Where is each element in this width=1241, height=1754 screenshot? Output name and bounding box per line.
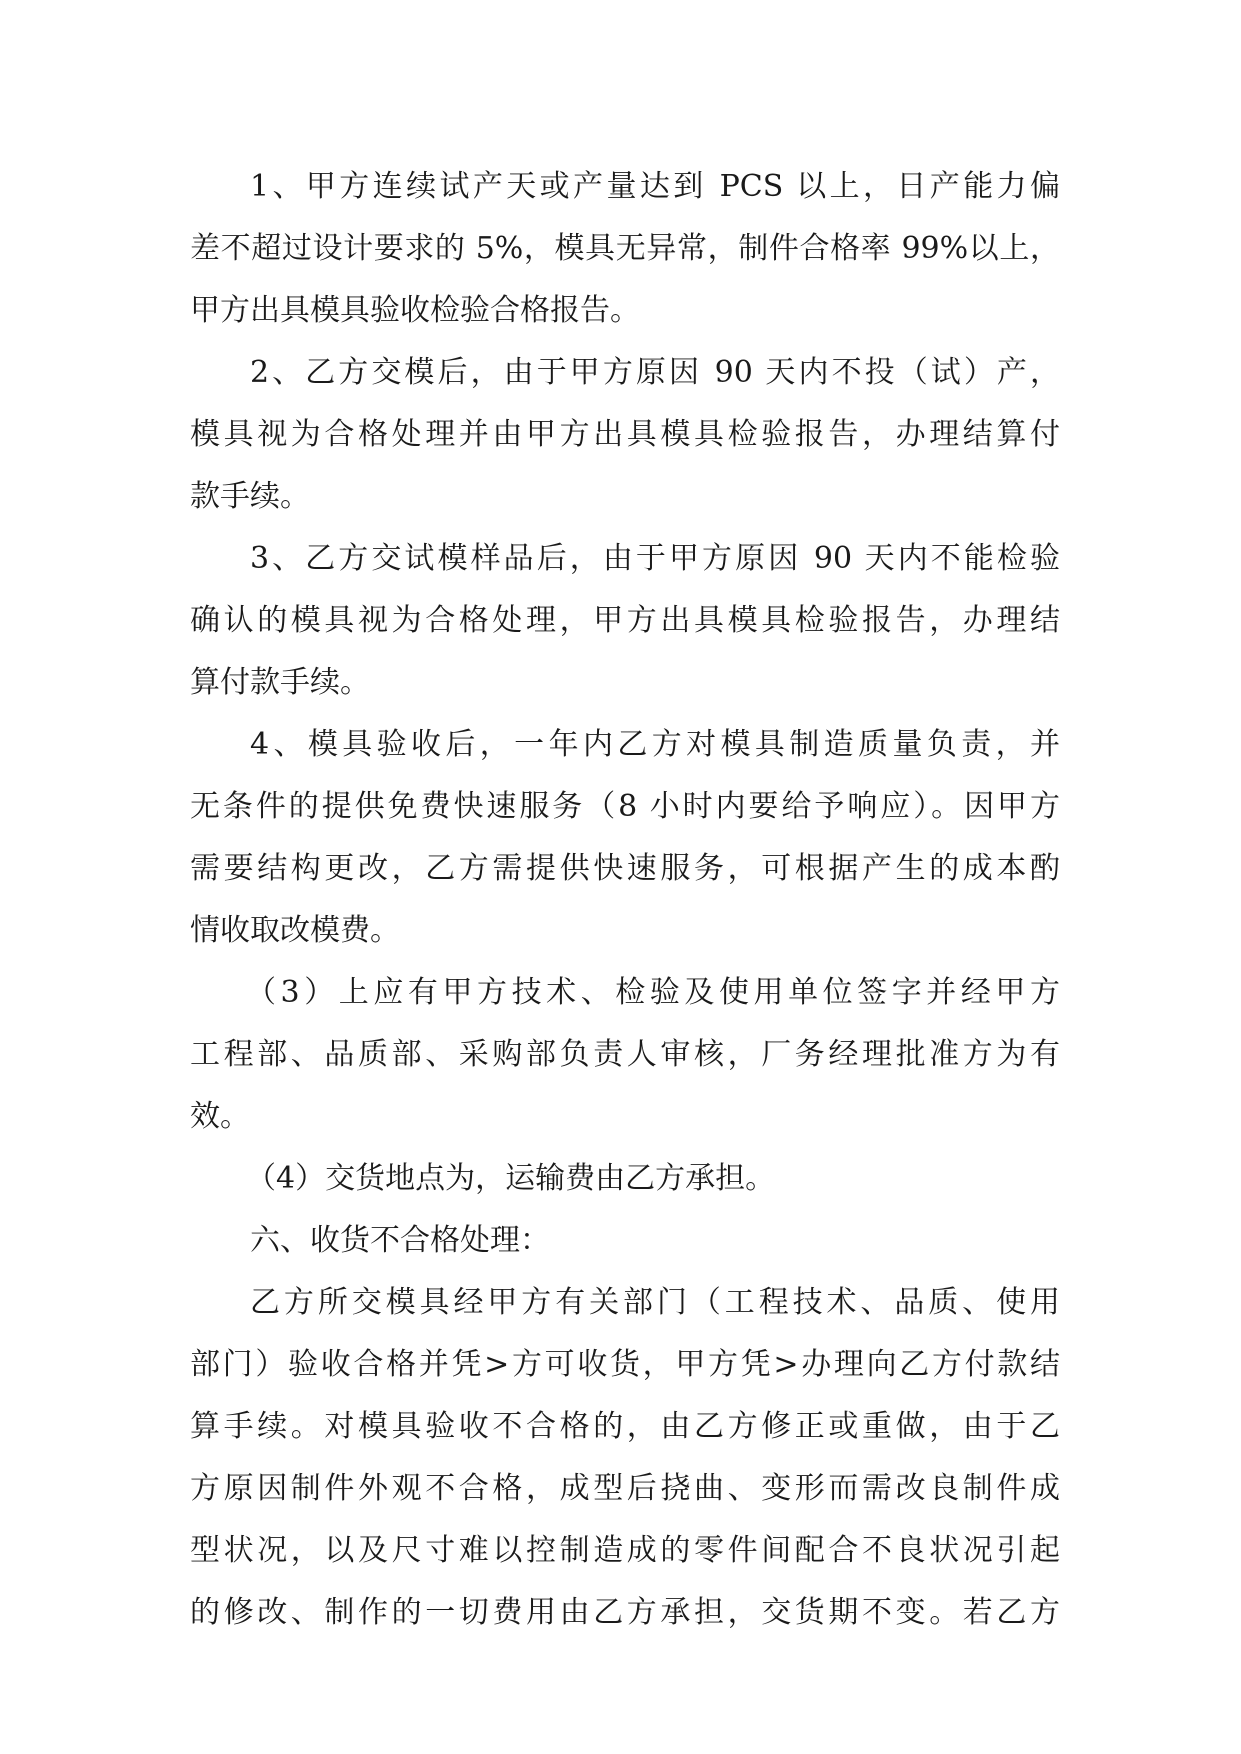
text-line: 模具视为合格处理并由甲方出具模具检验报告，办理结算付 <box>190 417 1060 452</box>
text-line: 算手续。对模具验收不合格的，由乙方修正或重做，由于乙 <box>190 1409 1060 1444</box>
text-line: 部门）验收合格并凭>方可收货，甲方凭>办理向乙方付款结 <box>190 1347 1060 1382</box>
paragraph-2 <box>190 342 1060 528</box>
text-line: （3）上应有甲方技术、检验及使用单位签字并经甲方 <box>246 975 1060 1010</box>
paragraph-6 <box>190 1148 1060 1210</box>
text-line: 工程部、品质部、采购部负责人审核，厂务经理批准方为有 <box>190 1037 1060 1072</box>
paragraph-4 <box>190 714 1060 962</box>
text-line: 六、收货不合格处理： <box>250 1223 550 1258</box>
paragraph-8 <box>190 1272 1060 1644</box>
text-line: 的修改、制作的一切费用由乙方承担，交货期不变。若乙方 <box>190 1595 1060 1630</box>
text-line: 1、甲方连续试产天或产量达到 PCS 以上，日产能力偏 <box>250 169 1060 204</box>
text-line: 款手续。 <box>190 479 310 514</box>
text-line: （4）交货地点为，运输费由乙方承担。 <box>246 1161 776 1196</box>
text-line: 需要结构更改，乙方需提供快速服务，可根据产生的成本酌 <box>190 851 1060 886</box>
text-line: 2、乙方交模后，由于甲方原因 90 天内不投（试）产， <box>250 355 1060 390</box>
document-body <box>190 156 1060 1644</box>
text-line: 方原因制件外观不合格，成型后挠曲、变形而需改良制件成 <box>190 1471 1060 1506</box>
text-line: 情收取改模费。 <box>190 913 400 948</box>
paragraph-5 <box>190 962 1060 1148</box>
text-line: 无条件的提供免费快速服务（8 小时内要给予响应）。因甲方 <box>190 789 1060 824</box>
text-line: 效。 <box>190 1099 250 1134</box>
text-line: 3、乙方交试模样品后，由于甲方原因 90 天内不能检验 <box>250 541 1060 576</box>
text-line: 差不超过设计要求的 5%，模具无异常，制件合格率 99%以上， <box>190 231 1060 266</box>
text-line: 型状况，以及尺寸难以控制造成的零件间配合不良状况引起 <box>190 1533 1060 1568</box>
section-heading <box>190 1210 1060 1272</box>
text-line: 甲方出具模具验收检验合格报告。 <box>190 293 640 328</box>
text-line: 4、模具验收后，一年内乙方对模具制造质量负责，并 <box>250 727 1060 762</box>
text-line: 乙方所交模具经甲方有关部门（工程技术、品质、使用 <box>250 1285 1060 1320</box>
text-line: 确认的模具视为合格处理，甲方出具模具检验报告，办理结 <box>190 603 1060 638</box>
paragraph-1 <box>190 156 1060 342</box>
paragraph-3 <box>190 528 1060 714</box>
text-line: 算付款手续。 <box>190 665 370 700</box>
